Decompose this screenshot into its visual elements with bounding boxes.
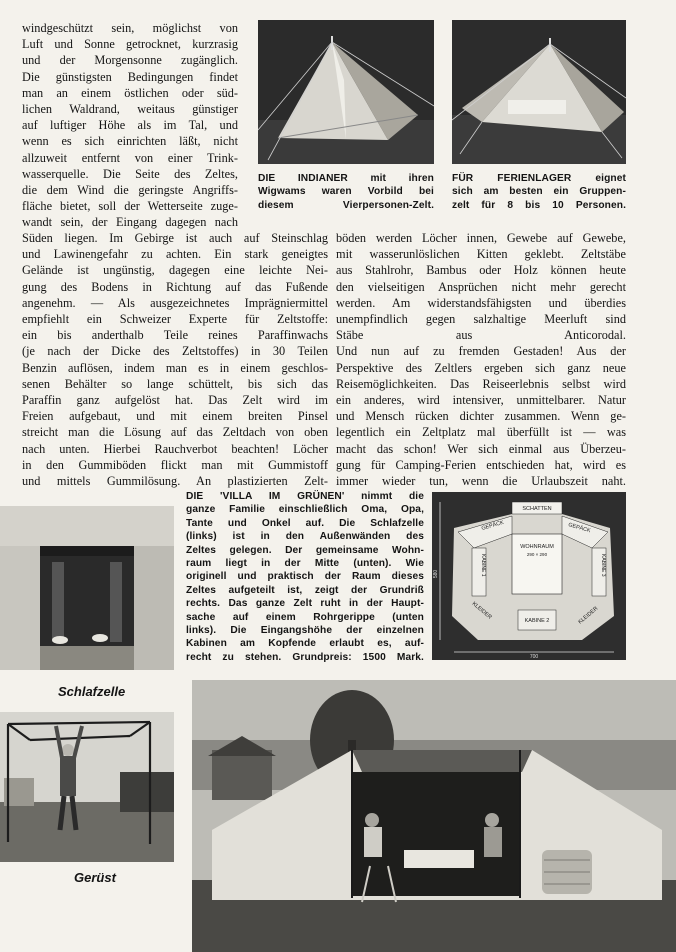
label-geruest: Gerüst (74, 870, 116, 885)
caption-indianer (258, 172, 434, 212)
text-line: Zeltes aufgeteilt ist, zeigt der Grundriß (186, 584, 424, 596)
text-line: Wigwams waren Vorbild bei (258, 186, 434, 198)
photo-geruest (0, 712, 174, 862)
text-line: rechts. Das ganze Zelt ruht in der Haupt- (186, 598, 424, 610)
text-line: werden. Am widerstandsfähigsten und überdies (336, 295, 626, 310)
plan-label-kleider-right: KLEIDER (577, 605, 600, 626)
text-line: (je nach der Dicke des Zeltstoffes) in 30 Teilen (22, 344, 328, 359)
text-line: und mittels Gummilösung. An plastizierten Zelt- (22, 474, 328, 489)
text-line: böden werden Löcher innen, Gewebe auf Gewebe, (336, 231, 626, 245)
text-line: zelt für 8 bis 10 Personen. (452, 199, 626, 211)
plan-label-wohnraum: WOHNRAUM (520, 544, 554, 550)
text-line: und der Morgensonne zugänglich. (22, 53, 238, 68)
article-column-2 (336, 230, 626, 489)
caption-villa-im-gruenen (186, 490, 424, 664)
plan-dimension-height: 580 (433, 569, 439, 579)
text-line: links). Die Eingangshöhe der einzelnen (186, 625, 424, 637)
plan-label-gepaeck-left: GEPÄCK (480, 519, 505, 532)
text-line: allzuweit entfernt von einer Trink- (22, 150, 238, 165)
text-line: in den Gummiböden flickt man mit Gummistoff (22, 457, 328, 472)
text-line: diesem Vierpersonen-Zelt. (258, 199, 434, 211)
text-line: Freien aufgebaut, und mit einem breiten Pinsel (22, 409, 328, 424)
text-line: Tante und Onkel auf. Die Schlafzelle (186, 517, 424, 529)
text-line: DIE INDIANER mit ihren (258, 173, 434, 184)
article-column-1-top (22, 20, 238, 231)
text-line: Gelände ist ungünstig, dagegen eine leichte Nei- (22, 263, 328, 278)
text-line: den vielseitigen Ansprüchen nicht mehr gerecht (336, 279, 626, 294)
text-line: die dem Wind die geringste Angriffs- (22, 183, 238, 198)
text-line: Kabinen am Kopfende erlaubt es, auf- (186, 638, 424, 650)
plan-label-schatten: SCHATTEN (522, 506, 552, 512)
text-line: immer wieder tun, wenn die Urlaubszeit naht. (336, 474, 626, 489)
photo-villa-im-gruenen (192, 680, 676, 952)
plan-label-kabine-1: KABINE 1 (480, 554, 486, 577)
text-line: raum liegt in der Mitte (unten). Wie (186, 558, 424, 570)
text-line: (links) ist in den Außenwänden des (186, 531, 424, 543)
floor-plan-grundriss (432, 492, 626, 660)
plan-label-kleider-left: KLEIDER (470, 600, 493, 621)
text-line: angenehm. — Als ausgezeichnetes Imprägniermittel (22, 295, 328, 310)
text-line: windgeschützt sein, möglichst von (22, 21, 238, 35)
plan-dimension-width: 700 (529, 654, 539, 660)
text-line: Und nun auf zu fremden Gestaden! Aus der (336, 344, 626, 359)
text-line: macht das schon! Wer sich einmal aus Überzeu- (336, 441, 626, 456)
text-line: und Mensch rücken dichter zusammen. Wenn ge- (336, 409, 626, 424)
text-line: sache auf einem Rohrgerippe (unten (186, 611, 424, 623)
text-line: FÜR FERIENLAGER eignet (452, 173, 626, 184)
text-line: aus Stahlrohr, Bambus oder Holz können heute (336, 263, 626, 278)
text-line: Die günstigsten Bedingungen findet (22, 69, 238, 84)
text-line: wasserquelle. Die Seite des Zeltes, (22, 166, 238, 181)
text-line: empfiehlt ein Schweizer Experte für Zeltstoffe: (22, 312, 328, 327)
plan-label-wohnraum-size: 290 × 290 (526, 552, 548, 557)
text-line: DIE 'VILLA IM GRÜNEN' nimmt die (186, 491, 424, 502)
article-column-1-bottom (22, 230, 328, 489)
text-line: Süden liegen. Im Gebirge ist auch auf Steinschlag (22, 231, 328, 245)
text-line: wenn es sich einrichten läßt, nicht (22, 134, 238, 149)
text-line: Reisemöglichkeiten. Das Reiseerlebnis selbst wird (336, 376, 626, 391)
text-line: streicht man die Lösung auf das Zeltdach von oben (22, 425, 328, 440)
text-line: Zeltes gelegen. Der gemeinsame Wohn- (186, 544, 424, 556)
text-line: nach unten. Hierbei Rauchverbot beachten! Löcher (22, 441, 328, 456)
text-line: sich am besten ein Gruppen- (452, 186, 626, 198)
text-line: senen Behälter so lange schüttelt, bis sich das (22, 376, 328, 391)
text-line: fläche bietet, soll der Wetterseite zuge- (22, 199, 238, 214)
text-line: Luft und Sonne getrocknet, kurzrasig (22, 37, 238, 52)
photo-ferienlager-tent (452, 20, 626, 164)
text-line: mit wasserunlöslichen Kitten geklebt. Zeltstäbe (336, 247, 626, 262)
text-line: ein bis anderthalb Teile reines Paraffinwachs (22, 328, 328, 343)
text-line: Paraffin ganz aufgelöst hat. Das Zelt wird im (22, 393, 328, 408)
text-line: ganze Familie einschließlich Oma, Opa, (186, 504, 424, 516)
caption-ferienlager (452, 172, 626, 212)
text-line: Stäbe aus Anticorodal. (336, 328, 626, 343)
text-line: lichen Waldrand, weitaus günstiger (22, 102, 238, 117)
text-line: gung des Bodens in Richtung auf das Fußende (22, 279, 328, 294)
text-line: Perspektive des Zeltlers ergeben sich ganz neue (336, 360, 626, 375)
photo-indianer-tent (258, 20, 434, 164)
text-line: auf luftiger Höhe als im Tal, und (22, 118, 238, 133)
plan-label-gepaeck-right: GEPÄCK (567, 522, 592, 535)
photo-schlafzelle (0, 506, 174, 670)
text-line: legentlich ein Zeltplatz mal überfüllt ist — was (336, 425, 626, 440)
plan-label-kabine-2: KABINE 2 (524, 618, 550, 624)
text-line: ein anderes, wird intensiver, unmittelbarer. Natur (336, 393, 626, 408)
plan-label-kabine-3: KABINE 3 (600, 554, 606, 577)
text-line: unempfindlich gegen salzhaltige Meerluft sind (336, 312, 626, 327)
text-line: gung für Camping-Ferien entschieden hat, wird es (336, 457, 626, 472)
text-line: und Lawinengefahr zu achten. Ein stark geneigtes (22, 247, 328, 262)
text-line: recht zu stehen. Grundpreis: 1500 Mark. (186, 651, 424, 663)
text-line: man an einem östlichen oder süd- (22, 85, 238, 100)
text-line: Benzin auflösen, indem man es in einem geschlos- (22, 360, 328, 375)
text-line: wandt sein, der Eingang dagegen nach (22, 215, 238, 230)
label-schlafzelle: Schlafzelle (58, 684, 126, 699)
text-line: originell und praktisch der Raum dieses (186, 571, 424, 583)
